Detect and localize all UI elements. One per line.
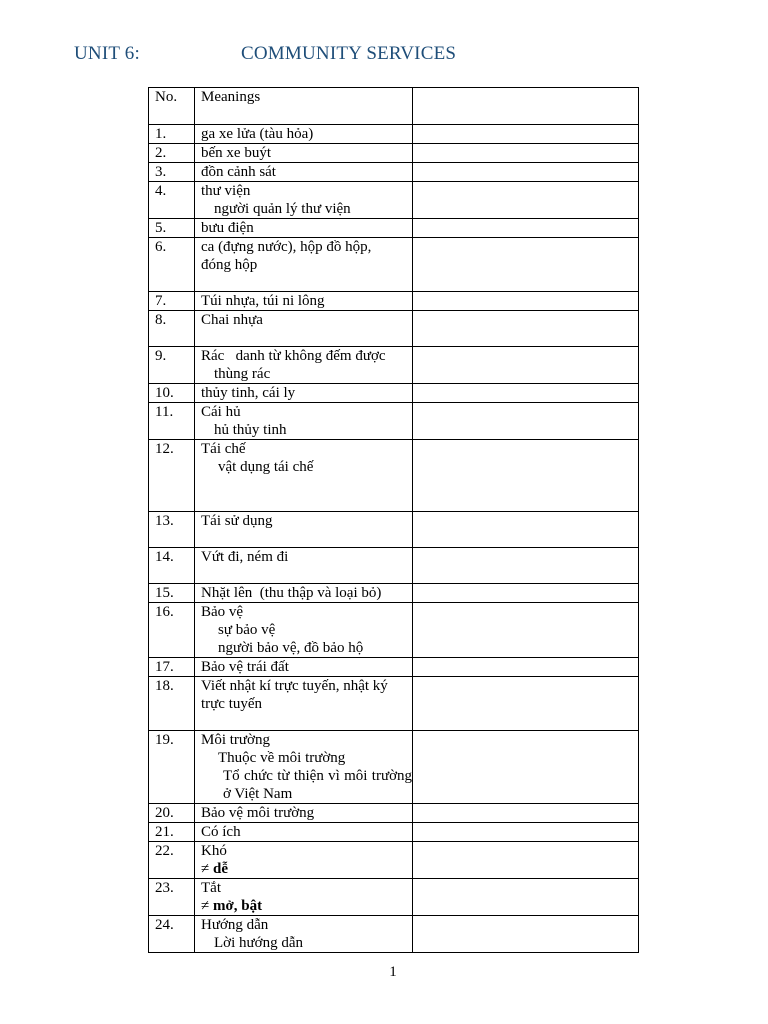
meaning-line: Môi trường — [201, 732, 270, 748]
table-row — [149, 677, 639, 731]
antonym: dễ — [212, 861, 228, 877]
meaning-line: vật dụng tái chế — [218, 459, 314, 475]
row-meaning — [195, 182, 413, 219]
meaning-line: Thuộc về môi trường — [218, 750, 346, 766]
table-row — [149, 403, 639, 440]
meaning-line: Tái sử dụng — [201, 513, 273, 529]
row-blank-cell — [413, 879, 639, 916]
table-row — [149, 548, 639, 584]
row-blank-cell — [413, 292, 639, 311]
meaning-line: Tái chế — [201, 441, 246, 457]
table-row — [149, 823, 639, 842]
row-meaning — [195, 731, 413, 804]
table-row — [149, 584, 639, 603]
meaning-line: Có ích — [201, 824, 241, 840]
table-row — [149, 292, 639, 311]
row-blank-cell — [413, 804, 639, 823]
row-blank-cell — [413, 512, 639, 548]
row-number: 1. — [149, 125, 195, 144]
row-blank-cell — [413, 238, 639, 292]
meaning-line: Bảo vệ — [201, 604, 244, 620]
row-number: 17. — [149, 658, 195, 677]
row-meaning — [195, 842, 413, 879]
row-blank-cell — [413, 311, 639, 347]
row-number: 11. — [149, 403, 195, 440]
meaning-line: bến xe buýt — [201, 145, 271, 161]
row-meaning — [195, 603, 413, 658]
row-blank-cell — [413, 823, 639, 842]
row-number: 24. — [149, 916, 195, 953]
meaning-line: sự bảo vệ — [218, 622, 276, 638]
table-header-row — [149, 88, 639, 125]
meaning-line: thư viện — [201, 183, 251, 199]
row-blank-cell — [413, 219, 639, 238]
document-heading — [74, 43, 457, 65]
table-row — [149, 163, 639, 182]
unit-label: UNIT 6: — [74, 43, 140, 64]
row-number: 8. — [149, 311, 195, 347]
row-number: 3. — [149, 163, 195, 182]
meaning-line: ca (đựng nước), hộp đồ hộp, — [201, 239, 372, 255]
row-blank-cell — [413, 677, 639, 731]
meaning-line: hủ thủy tinh — [214, 422, 287, 438]
meaning-line: Bảo vệ trái đất — [201, 659, 289, 675]
table-row — [149, 916, 639, 953]
header-meanings: Meanings — [195, 88, 413, 125]
row-blank-cell — [413, 731, 639, 804]
row-number: 20. — [149, 804, 195, 823]
row-meaning — [195, 144, 413, 163]
row-blank-cell — [413, 916, 639, 953]
meaning-line: Cái hủ — [201, 404, 241, 420]
meaning-line: Tổ chức từ thiện vì môi trường ở Việt Nam — [223, 768, 412, 802]
row-blank-cell — [413, 842, 639, 879]
row-meaning — [195, 548, 413, 584]
row-blank-cell — [413, 658, 639, 677]
meaning-line: Chai nhựa — [201, 312, 263, 328]
row-blank-cell — [413, 403, 639, 440]
row-meaning — [195, 584, 413, 603]
row-blank-cell — [413, 440, 639, 512]
row-number: 4. — [149, 182, 195, 219]
table-row — [149, 658, 639, 677]
row-blank-cell — [413, 182, 639, 219]
row-blank-cell — [413, 548, 639, 584]
antonym: mở, bật — [212, 898, 263, 914]
table-row — [149, 182, 639, 219]
row-blank-cell — [413, 163, 639, 182]
row-meaning — [195, 219, 413, 238]
meaning-line: trực tuyến — [201, 696, 263, 712]
row-meaning — [195, 916, 413, 953]
meaning-line: Hướng dẫn — [201, 917, 269, 933]
meaning-line: đồn cảnh sát — [201, 164, 276, 180]
meaning-line: người bảo vệ, đồ bảo hộ — [218, 640, 364, 656]
row-meaning — [195, 347, 413, 384]
row-meaning — [195, 658, 413, 677]
table-row — [149, 238, 639, 292]
table-row — [149, 804, 639, 823]
meaning-line: Khó — [201, 843, 227, 859]
meaning-line: Vứt đi, ném đi — [201, 549, 289, 565]
meaning-line: Túi nhựa, túi ni lông — [201, 293, 325, 309]
row-meaning — [195, 440, 413, 512]
row-meaning — [195, 163, 413, 182]
meaning-line: Lời hướng dẫn — [214, 935, 303, 951]
row-blank-cell — [413, 347, 639, 384]
header-no: No. — [149, 88, 195, 125]
row-number: 22. — [149, 842, 195, 879]
meaning-line: ga xe lửa (tàu hỏa) — [201, 126, 314, 142]
meaning-line: Viết nhật kí trực tuyến, nhật ký — [201, 678, 388, 694]
row-meaning — [195, 238, 413, 292]
meaning-line: thủy tinh, cái ly — [201, 385, 296, 401]
row-number: 9. — [149, 347, 195, 384]
row-number: 12. — [149, 440, 195, 512]
row-meaning — [195, 879, 413, 916]
row-meaning — [195, 384, 413, 403]
table-row — [149, 144, 639, 163]
row-meaning — [195, 125, 413, 144]
table-row — [149, 512, 639, 548]
row-number: 6. — [149, 238, 195, 292]
row-meaning — [195, 292, 413, 311]
row-meaning — [195, 512, 413, 548]
row-number: 15. — [149, 584, 195, 603]
meaning-line: Rác danh từ không đếm được — [201, 348, 386, 364]
meaning-line: Tắt — [201, 880, 221, 896]
table-row — [149, 440, 639, 512]
meaning-line: thùng rác — [214, 366, 271, 382]
header-extra — [413, 88, 639, 125]
row-number: 5. — [149, 219, 195, 238]
table-row — [149, 842, 639, 879]
table-row — [149, 311, 639, 347]
meaning-line: Nhặt lên (thu thập và loại bỏ) — [201, 585, 382, 601]
table-row — [149, 879, 639, 916]
row-meaning — [195, 823, 413, 842]
meaning-line: người quản lý thư viện — [214, 201, 351, 217]
row-number: 10. — [149, 384, 195, 403]
row-number: 16. — [149, 603, 195, 658]
vocabulary-table — [148, 87, 639, 953]
meaning-line: đóng hộp — [201, 257, 258, 273]
not-equal-sign: ≠ — [201, 861, 210, 877]
row-number: 19. — [149, 731, 195, 804]
row-number: 18. — [149, 677, 195, 731]
row-number: 13. — [149, 512, 195, 548]
row-number: 21. — [149, 823, 195, 842]
page-number: 1 — [389, 964, 397, 980]
table-row — [149, 219, 639, 238]
table-row — [149, 347, 639, 384]
row-number: 14. — [149, 548, 195, 584]
table-row — [149, 125, 639, 144]
not-equal-sign: ≠ — [201, 898, 210, 914]
row-blank-cell — [413, 125, 639, 144]
row-blank-cell — [413, 603, 639, 658]
meaning-line: Bảo vệ môi trường — [201, 805, 315, 821]
row-meaning — [195, 677, 413, 731]
row-blank-cell — [413, 584, 639, 603]
row-blank-cell — [413, 384, 639, 403]
table-row — [149, 731, 639, 804]
unit-topic: COMMUNITY SERVICES — [241, 43, 457, 64]
row-number: 2. — [149, 144, 195, 163]
table-row — [149, 384, 639, 403]
meaning-line: bưu điện — [201, 220, 254, 236]
row-number: 7. — [149, 292, 195, 311]
row-blank-cell — [413, 144, 639, 163]
row-number: 23. — [149, 879, 195, 916]
row-meaning — [195, 311, 413, 347]
table-row — [149, 603, 639, 658]
row-meaning — [195, 804, 413, 823]
row-meaning — [195, 403, 413, 440]
